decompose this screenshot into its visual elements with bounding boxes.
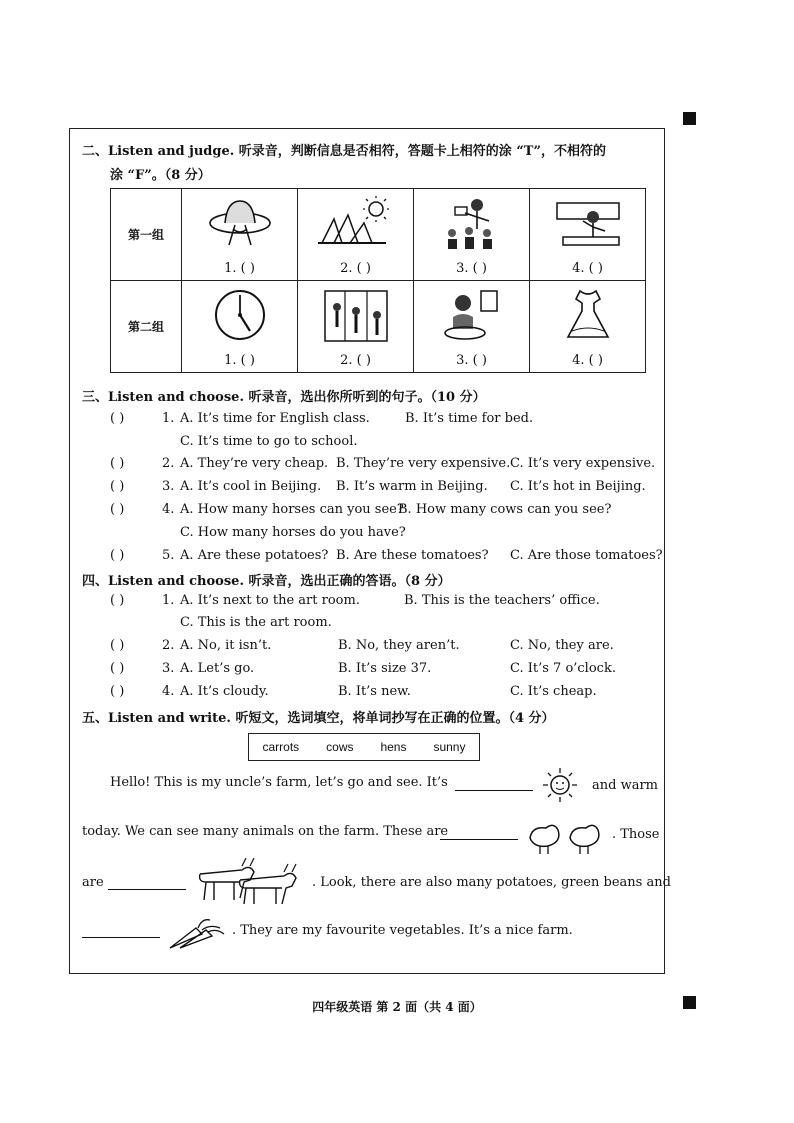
s4-q4-paren[interactable]: ( ) (110, 684, 125, 699)
section5-heading: 五、Listen and write. 听短文，选词填空，将单词抄写在正确的位置。（4 分） (82, 711, 555, 726)
g1-cell-2 (298, 189, 414, 281)
clock-five-icon (210, 287, 270, 345)
girl-watering-flowers-icon (437, 195, 507, 253)
s4-q2-num: 2. (162, 638, 175, 653)
word-sunny: sunny (433, 740, 466, 754)
passage-line1-b: and warm (592, 778, 658, 793)
s3-q1-a: A. It’s time for English class. (180, 411, 370, 426)
passage-line3-b: . Look, there are also many potatoes, green beans and (312, 875, 671, 890)
dress-icon (558, 287, 618, 345)
s3-q5-paren[interactable]: ( ) (110, 548, 125, 563)
page-footer: 四年级英语 第 2 面（共 4 面） (312, 1000, 482, 1014)
s4-q3-num: 3. (162, 661, 175, 676)
s4-q3-paren[interactable]: ( ) (110, 661, 125, 676)
s4-q2-paren[interactable]: ( ) (110, 638, 125, 653)
blank-1[interactable] (455, 790, 533, 791)
s3-q2-c: C. It’s very expensive. (510, 456, 656, 471)
s3-q3-a: A. It’s cool in Beijing. (180, 479, 322, 494)
g2-answer-2[interactable]: 2. ( ) (340, 353, 371, 368)
g2-cell-4 (530, 281, 646, 373)
s3-q1-num: 1. (162, 411, 175, 426)
g1-cell-1 (182, 189, 298, 281)
s4-q1-paren[interactable]: ( ) (110, 593, 125, 608)
g1-answer-2[interactable]: 2. ( ) (340, 261, 371, 276)
section2-heading-line1: 二、Listen and judge. 听录音，判断信息是否相符，答题卡上相符的涂 “T”，不相符的 (82, 144, 606, 159)
picture-table (110, 188, 646, 373)
s3-q5-num: 5. (162, 548, 175, 563)
s4-q4-a: A. It’s cloudy. (180, 684, 269, 699)
s3-q4-b: B. How many cows can you see? (398, 502, 612, 517)
sun-icon (540, 766, 580, 804)
group2-label: 第二组 (111, 281, 182, 373)
s3-q4-paren[interactable]: ( ) (110, 502, 125, 517)
s3-q3-b: B. It’s warm in Beijing. (336, 479, 488, 494)
s3-q2-num: 2. (162, 456, 175, 471)
s3-q3-num: 3. (162, 479, 175, 494)
cows-icon (192, 854, 302, 906)
s4-q2-c: C. No, they are. (510, 638, 614, 653)
s4-q3-a: A. Let’s go. (180, 661, 255, 676)
passage-line1-a: Hello! This is my uncle’s farm, let’s go and see. It’s (110, 775, 448, 790)
boy-eating-icon (437, 287, 507, 345)
g1-answer-1[interactable]: 1. ( ) (224, 261, 255, 276)
g2-answer-1[interactable]: 1. ( ) (224, 353, 255, 368)
s4-q2-a: A. No, it isn’t. (180, 638, 272, 653)
s3-q5-c: C. Are those tomatoes? (510, 548, 663, 563)
g2-cell-2 (298, 281, 414, 373)
s3-q5-a: A. Are these potatoes? (180, 548, 329, 563)
s3-q4-c: C. How many horses do you have? (180, 525, 406, 540)
s3-q1-b: B. It’s time for bed. (405, 411, 534, 426)
word-hens: hens (380, 740, 407, 754)
g1-answer-4[interactable]: 4. ( ) (572, 261, 603, 276)
g2-answer-3[interactable]: 3. ( ) (456, 353, 487, 368)
g2-answer-4[interactable]: 4. ( ) (572, 353, 603, 368)
s4-q1-num: 1. (162, 593, 175, 608)
word-carrots: carrots (262, 740, 300, 754)
g2-cell-3 (414, 281, 530, 373)
g1-cell-4 (530, 189, 646, 281)
s3-q1-c: C. It’s time to go to school. (180, 434, 358, 449)
s3-q5-b: B. Are these tomatoes? (336, 548, 489, 563)
carrots-icon (166, 914, 226, 952)
passage-line4-b: . They are my favourite vegetables. It’s a nice farm. (232, 923, 573, 938)
hens-icon (524, 816, 608, 856)
s4-q1-a: A. It’s next to the art room. (180, 593, 360, 608)
s4-q2-b: B. No, they aren’t. (338, 638, 460, 653)
s3-q4-a: A. How many horses can you see? (180, 502, 404, 517)
s4-q4-c: C. It’s cheap. (510, 684, 597, 699)
blank-4[interactable] (82, 937, 160, 938)
section3-heading: 三、Listen and choose. 听录音，选出你所听到的句子。（10 分） (82, 390, 486, 405)
s3-q4-num: 4. (162, 502, 175, 517)
passage-line2-b: . Those (612, 827, 660, 842)
word-bank (248, 733, 480, 761)
blank-3[interactable] (108, 889, 186, 890)
s4-q3-c: C. It’s 7 o’clock. (510, 661, 616, 676)
registration-mark-top (683, 112, 696, 125)
s4-q1-c: C. This is the art room. (180, 615, 332, 630)
passage-line3-a: are (82, 875, 104, 890)
s4-q4-num: 4. (162, 684, 175, 699)
word-cows: cows (326, 740, 354, 754)
g2-cell-1 (182, 281, 298, 373)
s3-q1-paren[interactable]: ( ) (110, 411, 125, 426)
teacher-at-board-icon (553, 195, 623, 253)
s3-q2-a: A. They’re very cheap. (180, 456, 329, 471)
group1-label: 第一组 (111, 189, 182, 281)
hat-icon (205, 195, 275, 253)
people-in-room-icon (321, 287, 391, 345)
s3-q2-b: B. They’re very expensive. (336, 456, 511, 471)
s4-q4-b: B. It’s new. (338, 684, 411, 699)
s3-q3-c: C. It’s hot in Beijing. (510, 479, 646, 494)
passage-line2-a: today. We can see many animals on the farm. These are (82, 824, 449, 839)
s4-q1-b: B. This is the teachers’ office. (404, 593, 600, 608)
section4-heading: 四、Listen and choose. 听录音，选出正确的答语。（8 分） (82, 574, 451, 589)
s3-q2-paren[interactable]: ( ) (110, 456, 125, 471)
g1-cell-3 (414, 189, 530, 281)
s3-q3-paren[interactable]: ( ) (110, 479, 125, 494)
g1-answer-3[interactable]: 3. ( ) (456, 261, 487, 276)
section2-heading-line2: 涂 “F”。（8 分） (110, 168, 211, 183)
s4-q3-b: B. It’s size 37. (338, 661, 432, 676)
blank-2[interactable] (440, 839, 518, 840)
opera-house-sun-icon (316, 195, 396, 253)
